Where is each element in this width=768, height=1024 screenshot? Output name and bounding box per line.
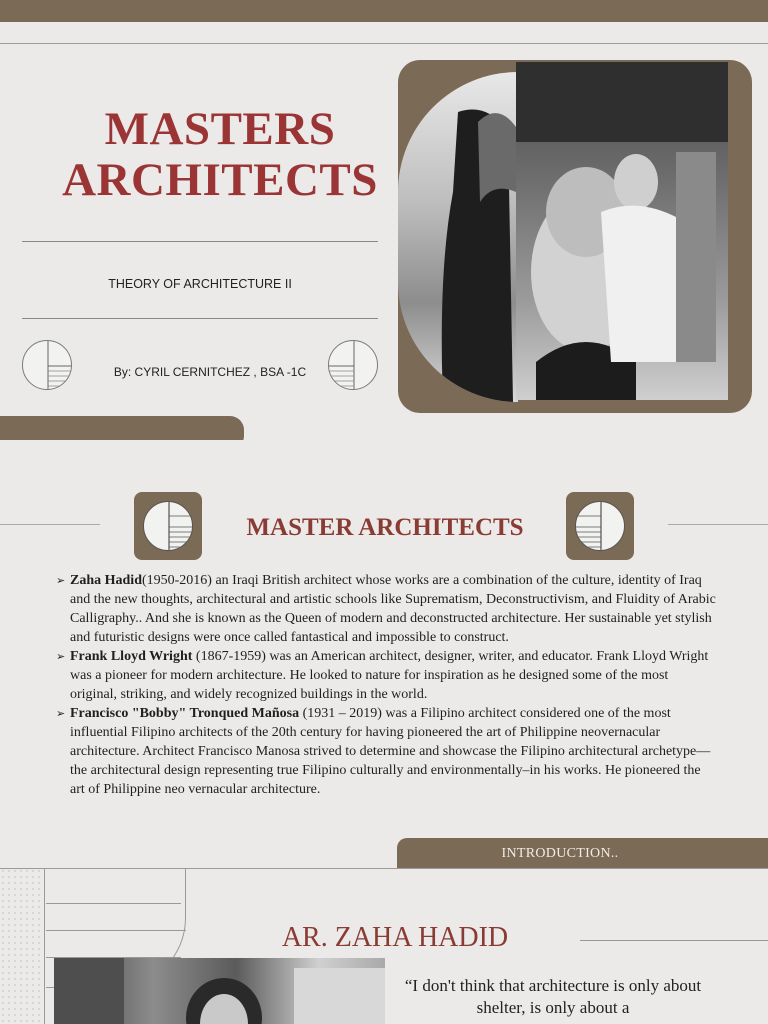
architect-name: Zaha Hadid <box>70 573 142 588</box>
title-rule <box>580 940 768 941</box>
cover-title <box>30 104 410 206</box>
architect-name: Francisco "Bobby" Tronqued Mañosa <box>70 706 300 721</box>
architect-description: (1950-2016) an Iraqi British architect whose works are a combination of the culture, identity of Iraq and the new thoughts, architectural and artistic schools like Suprematism, Deconstructivism, and Fluidity of Arabic Calligraphy.. And she is known as the Queen of modern and deconstructed architecture. Her sustainable yet stylish and futuristic designs were once called fantastical and impossible to construct. <box>70 573 716 645</box>
architect-description: (1931 – 2019) was a Filipino architect considered one of the most influential Filipino architects of the 20th century for having pioneered the art of Philippine neovernacular architecture. Architect Francisco Manosa strived to determine and showcase the Filipino architectural archetype—the architectural design representing true Filipino culturally and environmentally–in his works. He pioneered the art of Philippine neo vernacular architecture. <box>70 706 711 797</box>
arrow-bullet-icon: ➢ <box>56 650 66 663</box>
arrow-bullet-icon: ➢ <box>56 707 66 720</box>
top-bar <box>0 0 768 22</box>
divider-top <box>22 241 378 242</box>
cover-subtitle: THEORY OF ARCHITECTURE II <box>108 277 292 291</box>
arrow-bullet-icon: ➢ <box>56 574 66 587</box>
architect-photo-right <box>516 62 728 400</box>
header-line <box>0 43 768 44</box>
decorative-line <box>46 903 181 904</box>
badge-icon-left <box>134 492 202 560</box>
divider-bottom <box>22 318 378 319</box>
dot-pattern <box>0 868 44 1024</box>
list-item <box>56 647 716 704</box>
heading-rule-right <box>668 524 768 525</box>
list-item <box>56 571 716 647</box>
cover-byline: By: CYRIL CERNITCHEZ , BSA -1C <box>113 365 307 379</box>
zaha-title: AR. ZAHA HADID <box>281 922 509 953</box>
badge-icon-right <box>566 492 634 560</box>
cover-title-line2: ARCHITECTS <box>62 154 378 206</box>
zaha-hadid-photo <box>54 958 385 1024</box>
architect-description: (1867-1959) was an American architect, designer, writer, and educator. Frank Lloyd Wright was a pioneer for modern architecture. He looked to nature for inspiration as he designed some of the most original, striking, and widely recognized buildings in the world. <box>70 649 709 702</box>
decorative-line <box>44 868 45 1024</box>
zaha-quote: “I don't think that architecture is only about shelter, is only about a <box>404 976 702 1017</box>
cover-title-line1: MASTERS <box>104 103 336 155</box>
half-circle-icon <box>22 340 72 390</box>
architect-name: Frank Lloyd Wright <box>70 649 193 664</box>
architect-list <box>56 571 716 799</box>
overview-heading: MASTER ARCHITECTS <box>246 514 524 541</box>
introduction-label: INTRODUCTION.. <box>501 846 619 861</box>
decorative-line <box>46 930 186 931</box>
list-item <box>56 704 716 799</box>
half-circle-icon <box>328 340 378 390</box>
heading-rule-left <box>0 524 100 525</box>
slide-gap <box>0 440 768 456</box>
